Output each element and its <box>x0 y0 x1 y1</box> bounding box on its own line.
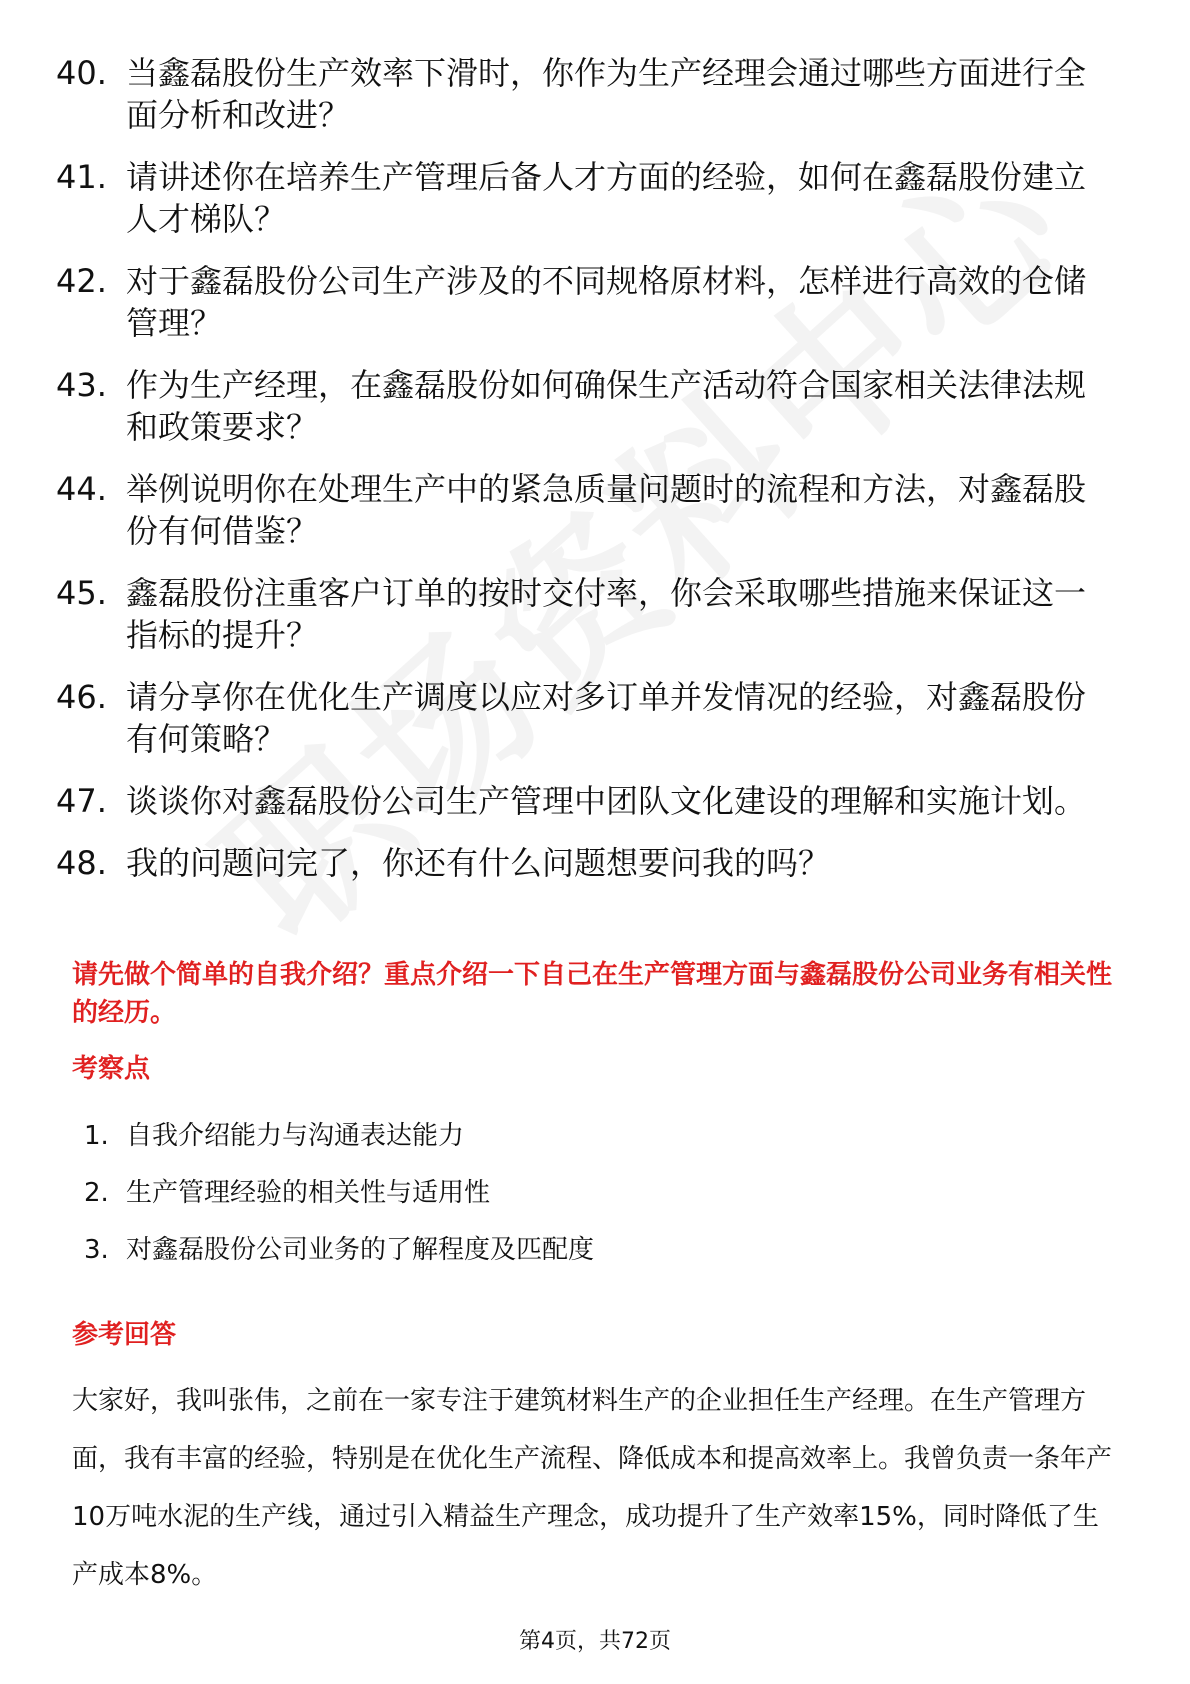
reference-answer-heading: 参考回答 <box>72 1320 177 1350</box>
question-text: 我的问题问完了，你还有什么问题想要问我的吗？ <box>126 844 831 882</box>
assessment-point-item <box>84 1232 594 1268</box>
question-item <box>56 52 1116 136</box>
point-number: 2. <box>84 1178 109 1208</box>
assessment-point-item <box>84 1175 594 1211</box>
question-item <box>56 156 1116 240</box>
question-text: 鑫磊股份注重客户订单的按时交付率，你会采取哪些措施来保证这一指标的提升？ <box>126 574 1087 654</box>
question-number: 44. <box>56 470 107 508</box>
question-number: 45. <box>56 574 107 612</box>
question-text: 请讲述你在培养生产管理后备人才方面的经验，如何在鑫磊股份建立人才梯队？ <box>126 158 1087 238</box>
question-list <box>56 52 1116 904</box>
point-text: 自我介绍能力与沟通表达能力 <box>126 1121 465 1151</box>
question-text: 谈谈你对鑫磊股份公司生产管理中团队文化建设的理解和实施计划。 <box>126 782 1087 820</box>
question-text: 当鑫磊股份生产效率下滑时，你作为生产经理会通过哪些方面进行全面分析和改进？ <box>126 54 1087 134</box>
question-number: 43. <box>56 366 107 404</box>
reference-answer-text: 大家好，我叫张伟，之前在一家专注于建筑材料生产的企业担任生产经理。在生产管理方面，我有丰富的经验，特别是在优化生产流程、降低成本和提高效率上。我曾负责一条年产10万吨水泥的生产线，通过引入精益生产理念，成功提升了生产效率15%，同时降低了生产成本8%。 <box>72 1386 1113 1590</box>
point-number: 3. <box>84 1235 109 1265</box>
question-item <box>56 842 1116 884</box>
question-text: 对于鑫磊股份公司生产涉及的不同规格原材料，怎样进行高效的仓储管理？ <box>126 262 1087 342</box>
question-number: 42. <box>56 262 107 300</box>
question-number: 40. <box>56 54 107 92</box>
question-number: 46. <box>56 678 107 716</box>
question-text: 举例说明你在处理生产中的紧急质量问题时的流程和方法，对鑫磊股份有何借鉴？ <box>126 470 1087 550</box>
assessment-points-heading: 考察点 <box>72 1054 151 1084</box>
question-text: 请分享你在优化生产调度以应对多订单并发情况的经验，对鑫磊股份有何策略？ <box>126 678 1087 758</box>
question-item <box>56 468 1116 552</box>
point-number: 1. <box>84 1121 109 1151</box>
assessment-points-list <box>84 1118 594 1289</box>
question-number: 47. <box>56 782 107 820</box>
point-text: 生产管理经验的相关性与适用性 <box>126 1178 491 1208</box>
main-question-heading: 请先做个简单的自我介绍？重点介绍一下自己在生产管理方面与鑫磊股份公司业务有相关性的经历。 <box>72 960 1113 1028</box>
question-text: 作为生产经理，在鑫磊股份如何确保生产活动符合国家相关法律法规和政策要求？ <box>126 366 1087 446</box>
question-item <box>56 364 1116 448</box>
assessment-point-item <box>84 1118 594 1154</box>
question-item <box>56 780 1116 822</box>
question-number: 41. <box>56 158 107 196</box>
question-number: 48. <box>56 844 107 882</box>
question-item <box>56 260 1116 344</box>
question-item <box>56 676 1116 760</box>
point-text: 对鑫磊股份公司业务的了解程度及匹配度 <box>126 1235 595 1265</box>
question-item <box>56 572 1116 656</box>
page-number-footer: 第4页，共72页 <box>519 1629 671 1654</box>
